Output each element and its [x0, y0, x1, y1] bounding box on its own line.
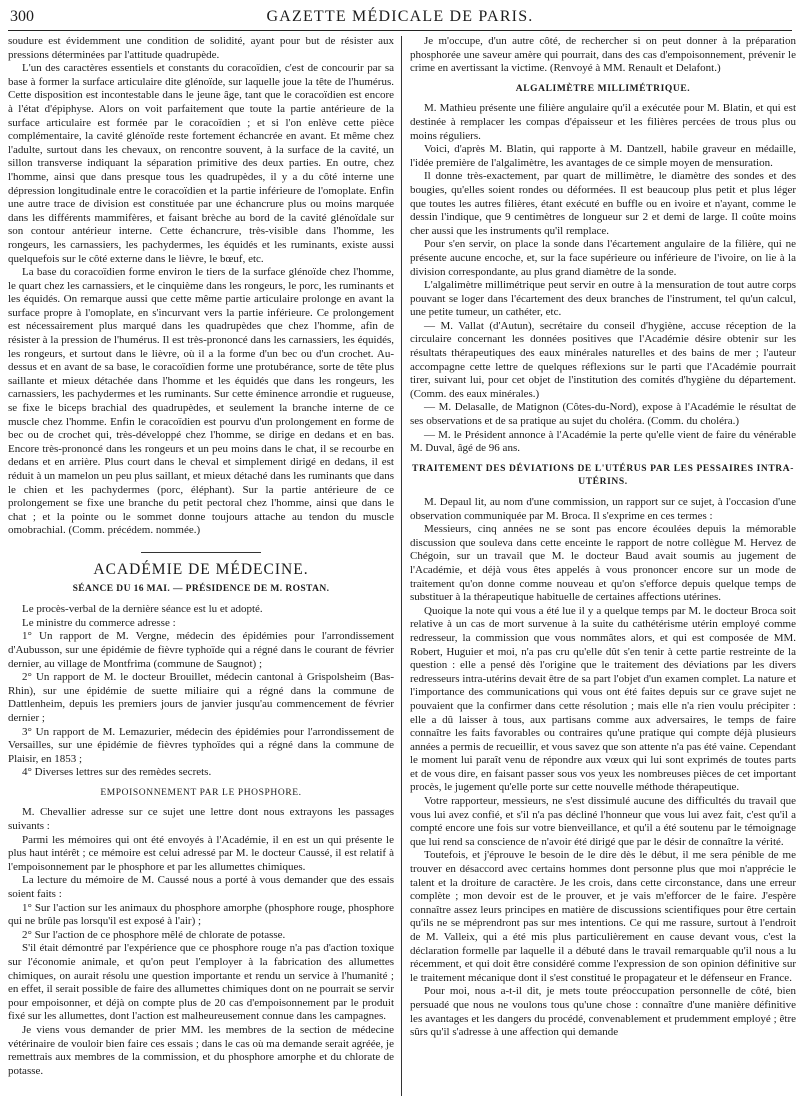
paragraph: M. Depaul lit, au nom d'une commission, un rapport sur ce sujet, à l'occasion d'une observation communiquée par M. Broca. Il s'exprime en ces termes : — [410, 496, 796, 522]
paragraph: Voici, d'après M. Blatin, qui rapporte à M. Dantzell, habile graveur en médaille, l'idée première de l'algalimètre, les avantages de ce simple moyen de mensuration. — [410, 143, 796, 169]
paragraph: Le ministre du commerce adresse : — [22, 616, 176, 629]
section-heading-algalimetre: ALGALIMÈTRE MILLIMÉTRIQUE. — [515, 83, 691, 94]
paragraph: L'un des caractères essentiels et constants du coracoïdien, c'est de concourir par sa base à former la surface articulaire dite glénoïde, sur laquelle joue la tête de l'humérus. Cette disposition est incontestable dans le jeune âge, tant que le coracoïdien est encore à l'état d'épiphyse. Alors on voit parfaitement que toute la partie antérieure de la surface articulaire est formée par le coracoïdien ; et si l'on enlève cette pièce complémentaire, la cavité glénoïde reste fortement échancrée en avant. Et même chez l'adulte, surtout dans les chevaux, on rencontre souvent, à la surface de la cavité, un sillon transverse indiquant la séparation primitive des deux parties. En outre, chez l'homme, ainsi que dans presque tous les quadrupèdes, il y a du côté interne une dépression longitudinale entre le coracoïdien et la partie inférieure de l'omoplate. Enfin une autre trace de division est constituée par une échancrure plus ou moins marquée dans les différents mammifères, et faisant brèche au bord de la cavité glénoïdale sur son contour antérieur interne. Cette échancrure, très-visible dans l'homme, les rongeurs, les carnassiers, les pachydermes, les équidés et les ruminants, existe aussi quelquefois sur le côté externe dans le lièvre, le bœuf, etc. — [8, 62, 394, 265]
list-item: 4° Diverses lettres sur des remèdes secrets. — [22, 766, 212, 779]
list-item: 2° Un rapport de M. le docteur Brouillet, médecin cantonal à Grispolsheim (Bas-Rhin), sur une épidémie de suette miliaire qui a régné dans la commune de Dattlenheim, depuis les premiers jours de janvier jusqu'au commencement de février dernier ; — [8, 671, 394, 724]
paragraph: Toutefois, et j'éprouve le besoin de le dire dès le début, il me sera pénible de me trouver en désaccord avec certains hommes dont personne plus que moi n'apprécie le talent et la droiture de caractère. Je les crois, dans cette circonstance, dans une erreur complète ; mon devoir est de le prouver, et je vais m'efforcer de le faire. J'espère connaître assez leurs principes en matière de discussions scientifiques pour être certain qu'ils ne se méprendront pas sur mes intentions. Ce qui me rassure, surtout à l'endroit de M. Valleix, qui a été mis plus particulièrement en cause devant vous, c'est la déclaration formelle par laquelle il a débuté dans le travail remarquable qu'il nous a lu récemment, et qui doit être considéré comme l'expression de son opinion définitive sur le traitement mécanique dont il s'est constitué le propagateur et le défenseur en France. — [410, 849, 796, 984]
paragraph: Pour s'en servir, on place la sonde dans l'écartement angulaire de la filière, qui ne présente aucune encoche, et, sur la face supérieure ou inférieure de l'ivoire, on lie à la division correspondante, au plus grand diamètre de la sonde. — [410, 238, 796, 278]
paragraph: Pour moi, nous a-t-il dit, je mets toute préoccupation personnelle de côté, bien persuadé que nous ne voulons tous qu'une chose : connaître d'une manière définitive les avantages et les dangers du procédé, convenablement et prudemment employé ; être sûrs qu'il s'adresse à une affection qui demande — [410, 985, 796, 1039]
right-column — [410, 35, 796, 1097]
left-column — [8, 35, 394, 1097]
section-heading-deviations: TRAITEMENT DES DÉVIATIONS DE L'UTÉRUS PAR LES PESSAIRES INTRA-UTÉRINS. — [412, 463, 794, 488]
paragraph: L'algalimètre millimétrique peut servir en outre à la mensuration de tout autre corps pouvant se loger dans l'écartement des deux branches de l'instrument, tel qu'un calcul, une petite tumeur, un cathéter, etc. — [410, 279, 796, 319]
paragraph: Le procès-verbal de la dernière séance est lu et adopté. — [22, 603, 263, 616]
column-divider — [401, 36, 402, 1096]
paragraph: Messieurs, cinq années ne se sont pas encore écoulées depuis la mémorable discussion que souleva dans cette enceinte le rapport de notre collègue M. Hervez de Chégoin, sur un travail que M. le docteur Baud avait soumis au jugement de l'Académie, et déjà vous êtes appelés à vous prononcer encore sur un mode de traitement qu'on donne comme nouveau et qu'on s'efforce depuis quelque temps de substituer à la thérapeutique habituelle de certaines affections utérines. — [410, 523, 796, 604]
paragraph: Je m'occupe, d'un autre côté, de rechercher si on peut donner à la préparation phosphorée une saveur amère qui pourrait, dans des cas d'empoisonnement, prévenir le crime en avertissant la victime. (Renvoyé à MM. Renault et Delafont.) — [410, 35, 796, 75]
academy-heading: ACADÉMIE DE MÉDECINE. — [93, 560, 309, 578]
paragraph: La lecture du mémoire de M. Caussé nous a porté à vous demander que des essais soient faits : — [8, 874, 394, 901]
paragraph: — M. le Président annonce à l'Académie la perte qu'elle vient de faire du vénérable M. Duval, âgé de 96 ans. — [410, 428, 796, 455]
section-heading-phosphore: EMPOISONNEMENT PAR LE PHOSPHORE. — [100, 787, 302, 798]
journal-title: GAZETTE MÉDICALE DE PARIS. — [266, 8, 534, 25]
paragraph: La base du coracoïdien forme environ le tiers de la surface glénoïde chez l'homme, le quart chez les carnassiers, et le cinquième dans les rongeurs, le porc, les ruminants et les équidés. On remarque aussi que cette même partie articulaire prolonge en avant la surface propre à l'omoplate, en s'incurvant vers la partie inférieure. Ce prolongement est nécessairement plus marqué dans les quadrupèdes que chez l'homme, afin de résister à la pression de l'humérus. Il est très-prononcé dans les carnassiers, les équidés, les rongeurs, et surtout dans le lièvre, où il a la forme d'un bec ou d'un crochet. Au-dessus et en avant de sa base, le coracoïdien forme une protubérance, sorte de tête plus saillante et mieux détachée dans l'homme et les équidés que dans les rongeurs, les carnassiers, les pachydermes et les ruminants. Sur cette éminence arrondie et rugueuse, se fixe le biceps brachial des quadrupèdes, et seulement la branche interne de ce muscle chez l'homme. Enfin le coracoïdien est pourvu d'un prolongement en forme de bec ou de crochet qui, très-développé chez l'homme, se dirige en dedans et en bas. Encore très-prononcé dans les rongeurs et un peu moins dans le chat, il se recourbe en dedans et en arrière. Plus court dans le cheval et simplement dirigé en dedans, il est réduit à un mamelon un peu plus saillant, et mieux détaché dans les ruminants que dans le chien et les pachydermes (porc, éléphant). Sur la partie antérieure de ce prolongement se fixe une branche du petit pectoral chez l'homme, ainsi que dans le chat ; et la pointe ou le sommet donne toujours attache au tendon du muscle omobrachial. (Comm. précédem. nommée.) — [8, 266, 394, 537]
paragraph: — M. Delasalle, de Matignon (Côtes-du-Nord), expose à l'Académie le résultat de ses observations et de sa pratique au sujet du choléra. (Comm. du choléra.) — [410, 401, 796, 428]
paragraph: soudure est évidemment une condition de solidité, ayant pour but de résister aux pressions déterminées par l'attitude quadrupède. — [8, 35, 394, 61]
paragraph: Parmi les mémoires qui ont été envoyés à l'Académie, il en est un qui présente le plus haut intérêt ; ce mémoire est celui adressé par M. le docteur Caussé, il est relatif à l'empoisonnement par le phosphore et par les allumettes chimiques. — [8, 833, 394, 873]
paragraph: Je viens vous demander de prier MM. les membres de la section de médecine vétérinaire de vouloir bien faire ces essais ; dans le cas où ma demande serait agréée, je remettrais aux membres de la commission, et du phosphore amorphe et du chlorate de potasse. — [8, 1023, 394, 1077]
paragraph: — M. Vallat (d'Autun), secrétaire du conseil d'hygiène, accuse réception de la circulaire concernant les données positives que l'Académie désire obtenir sur les résultats thérapeutiques des eaux minérales naturelles et des bains de mer ; l'auteur accompagne cette lettre de quelques réflexions sur le parti que l'Académie pourrait tirer, suivant lui, pour cet objet de l'institution des comités d'hygiène du département. (Comm. des eaux minérales.) — [410, 319, 796, 400]
page-number: 300 — [10, 8, 34, 25]
section-rule — [141, 552, 261, 553]
paragraph: Quoique la note qui vous a été lue il y a quelque temps par M. le docteur Broca soit relative à un cas de mort survenue à la suite du cathétérisme utérin employé comme redresseur, la commission que vous nommâtes alors, et qui est composée de MM. Robert, Huguier et moi, n'a pas cru qu'elle dût s'en tenir à cette partie restreinte de la question : elle a pensé dès l'origine que le traitement des déviations par les divers redresseurs intra-utérins devait être de sa part l'objet d'un examen complet. La nature et l'importance des communications qui vous ont été faites depuis sur ce grave sujet ne pouvaient que la confirmer dans cette résolution ; mais elle n'a rien voulu précipiter : elle a dû laisser à tous, aux partisans comme aux adversaires, le temps de faire connaître les faits favorables ou contraires qu'une pratique qui compte déjà plusieurs années a permis de recueillir, et vous savez que son attente n'a pas été vaine. Cependant le moment lui paraît venu de répondre aux vœux qui lui sont exprimés de toutes parts et de vous dire, en faisant passer sous vos yeux les nombreuses pièces de cet important procès, le jugement qu'elle porte sur cette nouvelle méthode thérapeutique. — [410, 604, 796, 794]
list-item: 3° Un rapport de M. Lemazurier, médecin des épidémies pour l'arrondissement de Versailles, sur une épidémie de fièvres typhoïdes qui a régné dans la commune de Plaisir, en 1853 ; — [8, 725, 394, 765]
page-header — [8, 6, 792, 31]
list-item: 2° Sur l'action de ce phosphore mêlé de chlorate de potasse. — [22, 928, 286, 941]
list-item: 1° Un rapport de M. Vergne, médecin des épidémies pour l'arrondissement d'Aubusson, sur une épidémie de fièvre typhoïde qui a régné dans le courant de février dernier, au village de Montfrima (commune de Saugnot) ; — [8, 630, 394, 670]
paragraph: S'il était démontré par l'expérience que ce phosphore rouge n'a pas d'action toxique sur l'économie animale, et qu'on peut l'employer à la fabrication des allumettes chimiques, on aurait résolu une question importante et rendu un service à l'humanité ; en effet, il serait possible de faire des allumettes chimiques dont on ne pourrait se servir pour empoisonner, et déjà on compte plus de 20 cas d'empoisonnement par le produit fixé sur les allumettes, dont l'action est malheureusement connue dans les campagnes. — [8, 942, 394, 1023]
paragraph: M. Mathieu présente une filière angulaire qu'il a exécutée pour M. Blatin, et qui est destinée à remplacer les compas d'épaisseur et les filières percées de trous plus ou moins réguliers. — [410, 102, 796, 142]
paragraph: Votre rapporteur, messieurs, ne s'est dissimulé aucune des difficultés du travail que vous lui avez confié, et s'il n'a pas décliné l'honneur que vous lui avez fait, c'est qu'il a compté encore une fois sur votre bienveillance, et qu'il a été soutenu par le témoignage que lui rend sa conscience de n'avoir été dirigé que par le désir de connaître la vérité. — [410, 795, 796, 848]
paragraph: M. Chevallier adresse sur ce sujet une lettre dont nous extrayons les passages suivants : — [8, 806, 394, 833]
seance-heading: SÉANCE DU 16 MAI. — PRÉSIDENCE DE M. ROSTAN. — [72, 583, 330, 594]
paragraph: Il donne très-exactement, par quart de millimètre, le diamètre des sondes et des bougies, qu'elles soient rondes ou déformées. Il est beaucoup plus petit et plus léger que toutes les autres filières, étant exécuté en buffle ou en ivoire et n'ayant, comme le dessin l'indique, que 9 centimètres de longueur sur 2 et demi de large. Il coûte moins cher aussi que les instruments qu'il remplace. — [410, 170, 796, 237]
list-item: 1° Sur l'action sur les animaux du phosphore amorphe (phosphore rouge, phosphore qui ne brûle pas lorsqu'il est exposé à l'air) ; — [8, 901, 394, 928]
